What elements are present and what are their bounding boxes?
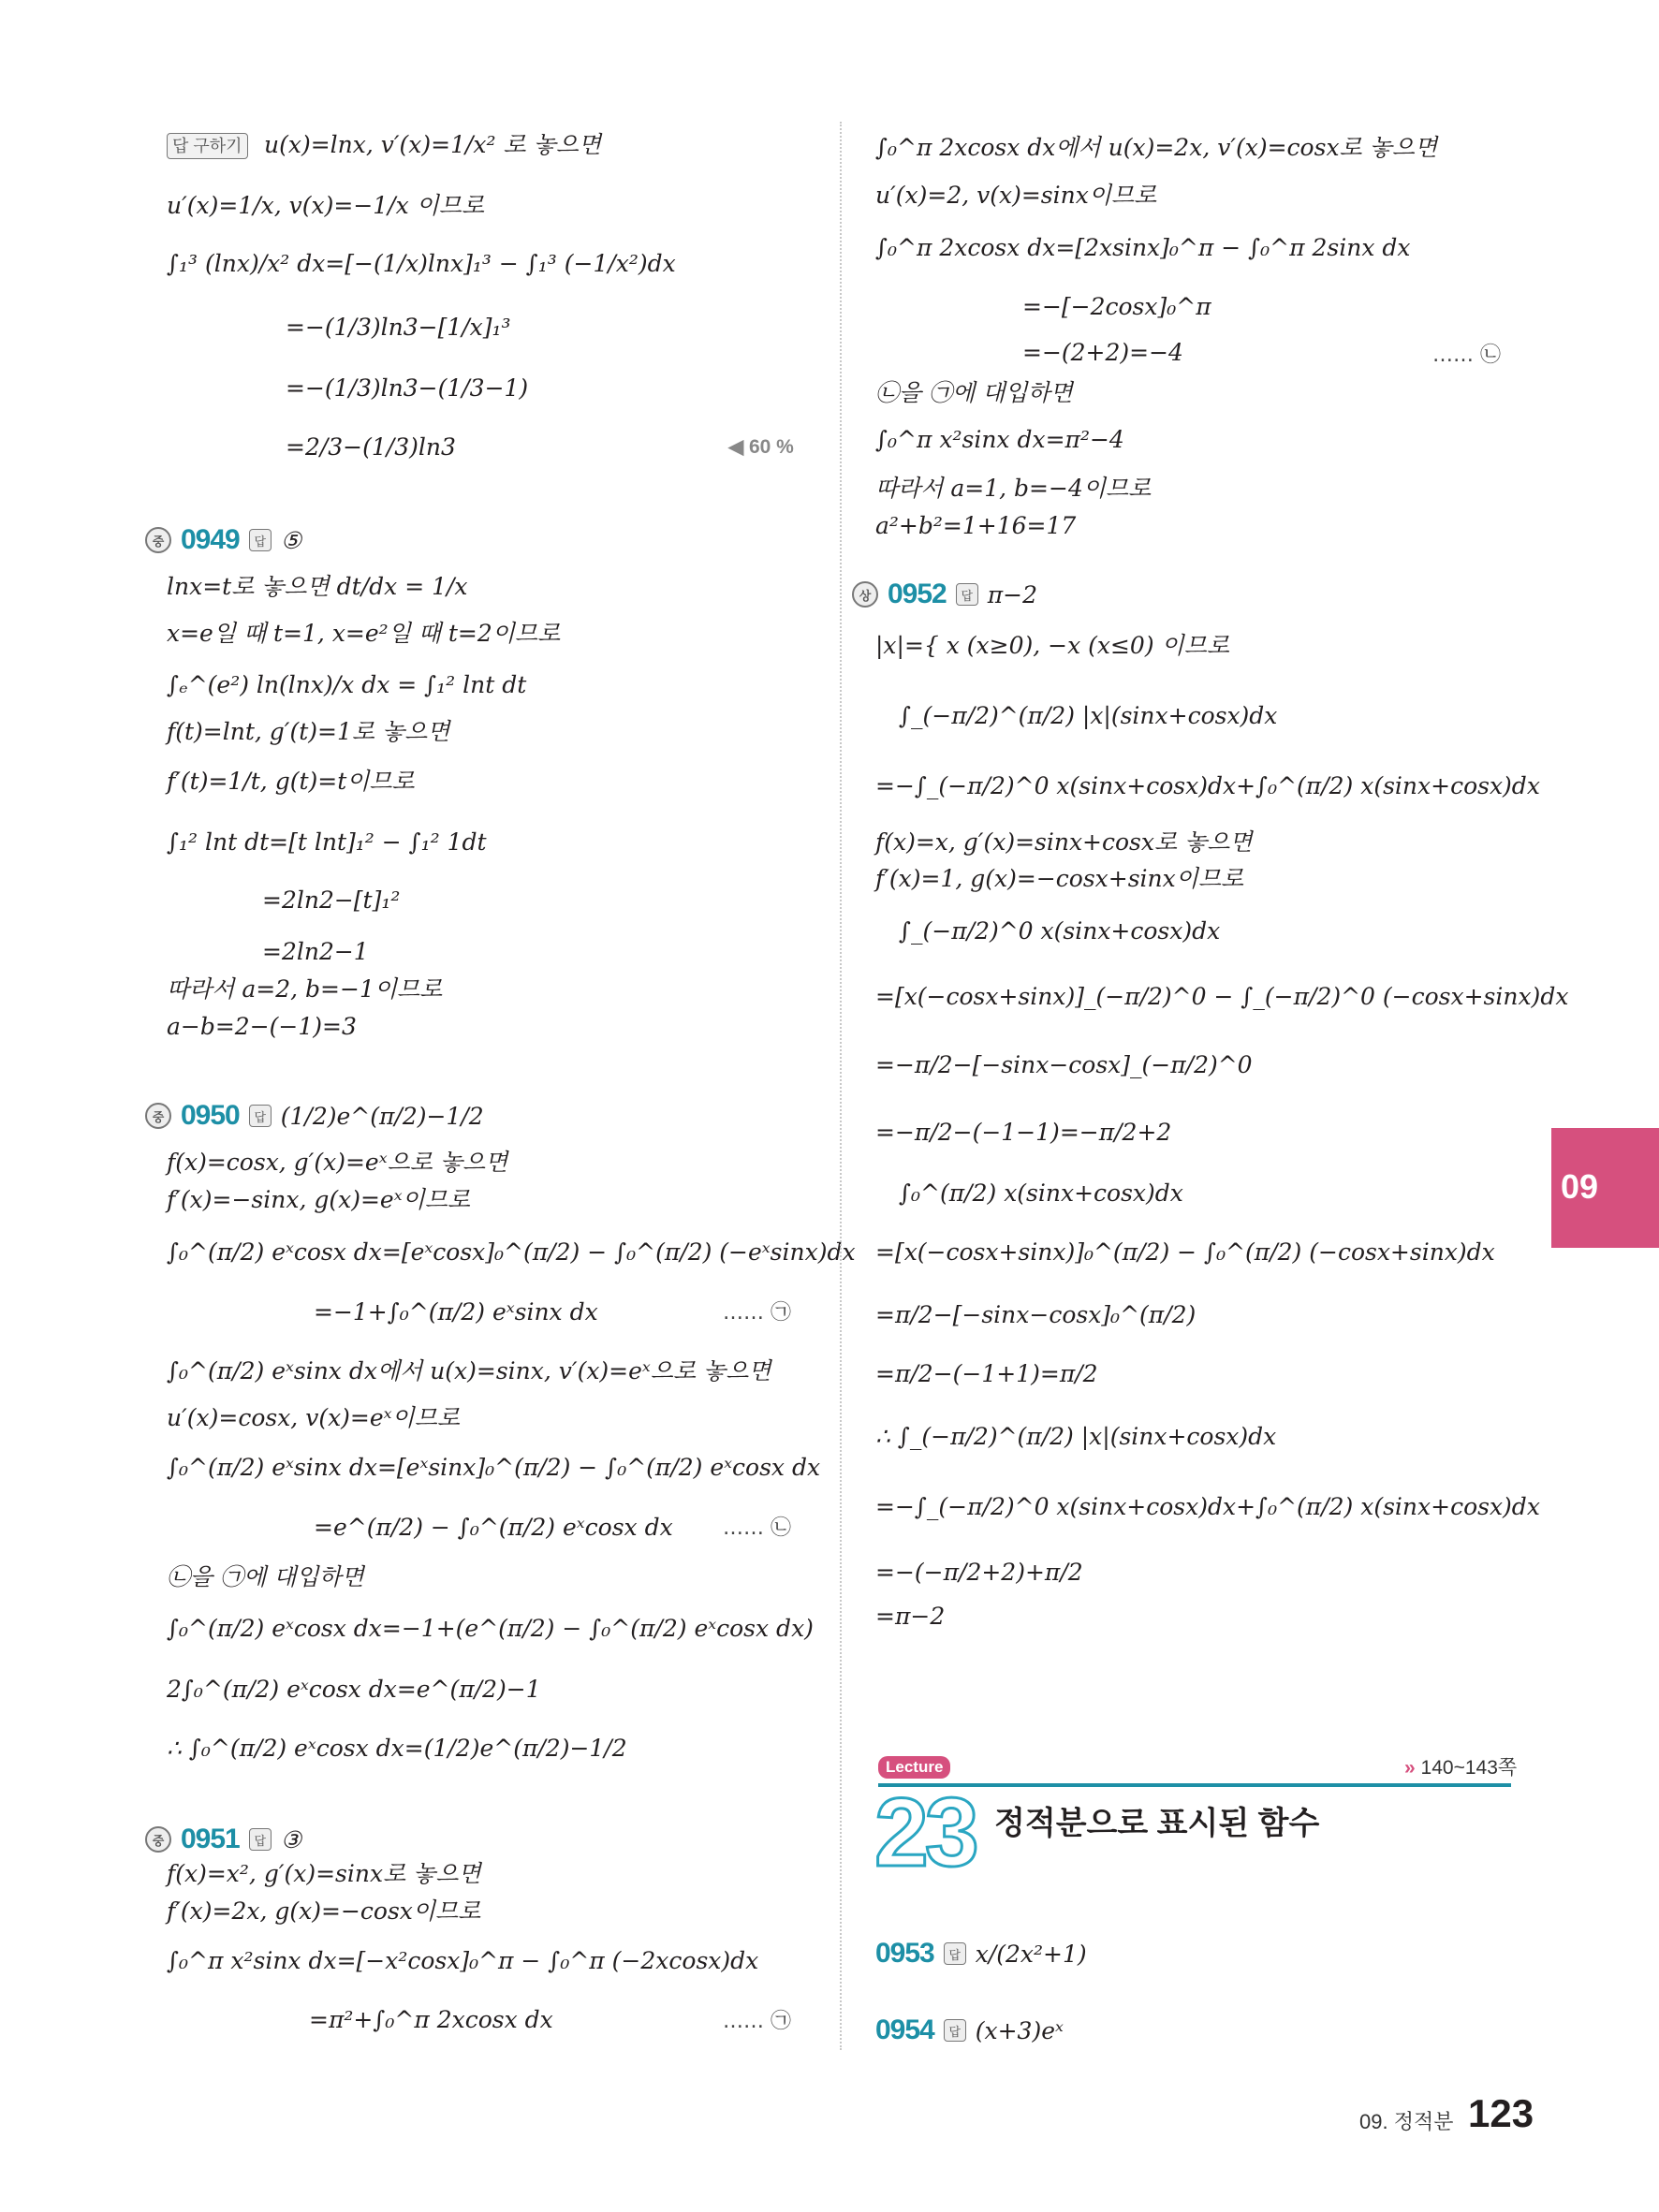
- double-chevron-icon: »: [1404, 1757, 1416, 1779]
- problem-header-0951: [145, 1824, 301, 1855]
- solution-line: ∫₀^(π/2) eˣsinx dx=[eˣsinx]₀^(π/2) − ∫₀^(π/2) eˣcosx dx: [167, 1454, 821, 1481]
- solution-line: f′(x)=−sinx, g(x)=eˣ이므로: [167, 1186, 471, 1213]
- problem-number: 0950: [181, 1100, 240, 1131]
- solution-line: =[x(−cosx+sinx)]₀^(π/2) − ∫₀^(π/2) (−cosx+sinx)dx: [875, 1238, 1495, 1266]
- solution-line: 따라서 a=2, b=−1이므로: [167, 975, 443, 1003]
- solution-line: =e^(π/2) − ∫₀^(π/2) eˣcosx dx: [314, 1514, 673, 1541]
- solution-line: ∫_(−π/2)^0 x(sinx+cosx)dx: [899, 917, 1221, 945]
- solution-line: f(t)=lnt, g′(t)=1로 놓으면: [167, 718, 450, 745]
- lecture-page-ref: » 140~143쪽: [1404, 1757, 1518, 1779]
- equation-marker: …… ㉠: [723, 2010, 791, 2033]
- equation-marker: …… ㉡: [723, 1516, 791, 1540]
- solution-line: f(x)=x², g′(x)=sinx로 놓으면: [167, 1860, 481, 1887]
- solution-line: 2∫₀^(π/2) eˣcosx dx=e^(π/2)−1: [167, 1676, 541, 1703]
- equation-marker: …… ㉠: [723, 1301, 791, 1325]
- problem-header-0954: [875, 2014, 1064, 2046]
- solution-line: =2ln2−1: [262, 938, 369, 965]
- answer-icon: 답: [944, 1942, 966, 1965]
- correct-rate: ◀ 60 %: [728, 436, 794, 458]
- answer-value: π−2: [987, 580, 1038, 608]
- problem-header-0952: [852, 579, 1037, 610]
- solution-line: ㉡을 ㉠에 대입하면: [875, 379, 1073, 406]
- answer-icon: 답: [249, 1105, 272, 1127]
- lecture-number: 23: [874, 1779, 976, 1887]
- solution-line: =−1+∫₀^(π/2) eˣsinx dx: [314, 1298, 598, 1326]
- solution-line: =−∫_(−π/2)^0 x(sinx+cosx)dx+∫₀^(π/2) x(sinx+cosx)dx: [875, 1493, 1540, 1520]
- answer-value: ③: [280, 1825, 302, 1853]
- solution-line: ∫₀^π 2xcosx dx=[2xsinx]₀^π − ∫₀^π 2sinx dx: [875, 234, 1411, 261]
- page-number: 123: [1468, 2091, 1534, 2135]
- solution-line: u′(x)=2, v(x)=sinx이므로: [875, 182, 1157, 209]
- difficulty-badge: 중: [145, 1826, 171, 1853]
- problem-header-0949: [145, 524, 301, 556]
- solution-line: ∫₀^π 2xcosx dx에서 u(x)=2x, v′(x)=cosx로 놓으면: [875, 134, 1438, 161]
- solution-line: ∫₀^π x²sinx dx=π²−4: [875, 426, 1124, 453]
- solution-line: ∫₀^(π/2) x(sinx+cosx)dx: [899, 1179, 1183, 1207]
- solution-line: f′(x)=1, g(x)=−cosx+sinx이므로: [875, 865, 1244, 892]
- solution-line: ∫₁² lnt dt=[t lnt]₁² − ∫₁² 1dt: [167, 828, 487, 856]
- answer-value: ⑤: [280, 526, 302, 554]
- problem-header-0953: [875, 1938, 1087, 1970]
- solution-line: f′(t)=1/t, g(t)=t이므로: [167, 768, 415, 795]
- solution-line: ∫ₑ^(e²) ln(lnx)/x dx = ∫₁² lnt dt: [167, 671, 527, 698]
- difficulty-badge: 상: [852, 581, 878, 608]
- chapter-tab-label: 09: [1561, 1167, 1599, 1206]
- lecture-badge: Lecture: [878, 1756, 950, 1779]
- solution-line: ∴ ∫₀^(π/2) eˣcosx dx=(1/2)e^(π/2)−1/2: [167, 1735, 627, 1762]
- solution-line: lnx=t로 놓으면 dt/dx = 1/x: [167, 573, 468, 600]
- intro-line: =−(1/3)ln3−(1/3−1): [286, 374, 529, 402]
- solution-line: =π/2−[−sinx−cosx]₀^(π/2): [875, 1301, 1197, 1328]
- solution-line: =2ln2−[t]₁²: [262, 886, 401, 914]
- answer-value: (1/2)e^(π/2)−1/2: [280, 1102, 484, 1130]
- solution-line: f(x)=cosx, g′(x)=eˣ으로 놓으면: [167, 1149, 508, 1176]
- answer-value: (x+3)eˣ: [975, 2016, 1064, 2044]
- intro-line: u′(x)=1/x, v(x)=−1/x 이므로: [167, 192, 485, 219]
- chapter-tab: [1551, 1128, 1659, 1248]
- answer-icon: 답: [956, 583, 978, 606]
- intro-line: u(x)=lnx, v′(x)=1/x² 로 놓으면: [264, 131, 602, 158]
- answer-icon: 답: [249, 1828, 272, 1851]
- equation-marker: …… ㉡: [1432, 344, 1501, 367]
- solution-line: =[x(−cosx+sinx)]_(−π/2)^0 − ∫_(−π/2)^0 (−cosx+sinx)dx: [875, 983, 1569, 1010]
- difficulty-badge: 중: [145, 527, 171, 553]
- problem-number: 0954: [875, 2014, 934, 2045]
- solution-line: a−b=2−(−1)=3: [167, 1013, 357, 1040]
- solution-line: =−(−π/2+2)+π/2: [875, 1559, 1083, 1586]
- solution-line: =π−2: [875, 1603, 946, 1630]
- problem-number: 0949: [181, 524, 240, 555]
- problem-header-0950: [145, 1100, 484, 1132]
- solution-line: f(x)=x, g′(x)=sinx+cosx로 놓으면: [875, 828, 1253, 856]
- solution-line: =π/2−(−1+1)=π/2: [875, 1360, 1098, 1387]
- problem-number: 0952: [888, 579, 947, 609]
- solution-line: x=e일 때 t=1, x=e²일 때 t=2이므로: [167, 620, 561, 647]
- answer-value: x/(2x²+1): [975, 1940, 1087, 1968]
- solution-line: u′(x)=cosx, v(x)=eˣ이므로: [167, 1404, 461, 1431]
- difficulty-badge: 중: [145, 1103, 171, 1129]
- solution-line: =−∫_(−π/2)^0 x(sinx+cosx)dx+∫₀^(π/2) x(sinx+cosx)dx: [875, 772, 1540, 799]
- solution-line: ∫₀^π x²sinx dx=[−x²cosx]₀^π − ∫₀^π (−2xcosx)dx: [167, 1947, 759, 1974]
- solution-line: ∫_(−π/2)^(π/2) |x|(sinx+cosx)dx: [899, 702, 1278, 729]
- solution-line: ㉡을 ㉠에 대입하면: [167, 1563, 364, 1590]
- answer-icon: 답: [249, 529, 272, 551]
- solution-line: ∫₀^(π/2) eˣcosx dx=−1+(e^(π/2) − ∫₀^(π/2) eˣcosx dx): [167, 1615, 814, 1642]
- solution-line: 따라서 a=1, b=−4이므로: [875, 475, 1152, 502]
- solution-line: ∫₀^(π/2) eˣsinx dx에서 u(x)=sinx, v′(x)=eˣ으로 놓으면: [167, 1357, 771, 1384]
- solution-line: ∴ ∫_(−π/2)^(π/2) |x|(sinx+cosx)dx: [875, 1423, 1277, 1450]
- intro-line: =−(1/3)ln3−[1/x]₁³: [286, 314, 511, 341]
- intro-line: =2/3−(1/3)ln3: [286, 433, 456, 461]
- answer-icon: 답: [944, 2019, 966, 2042]
- solution-line: =−π/2−[−sinx−cosx]_(−π/2)^0: [875, 1051, 1253, 1078]
- lecture-title: 정적분으로 표시된 함수: [994, 1806, 1320, 1841]
- footer-chapter: 09. 정적분: [1359, 2110, 1454, 2133]
- answer-label: 답 구하기: [167, 133, 248, 159]
- solution-line: =−(2+2)=−4: [1022, 339, 1183, 366]
- solution-line: a²+b²=1+16=17: [875, 512, 1077, 539]
- solution-line: f′(x)=2x, g(x)=−cosx이므로: [167, 1897, 481, 1925]
- intro-line: ∫₁³ (lnx)/x² dx=[−(1/x)lnx]₁³ − ∫₁³ (−1/x²)dx: [167, 250, 676, 277]
- solution-line: =−π/2−(−1−1)=−π/2+2: [875, 1119, 1172, 1146]
- problem-number: 0953: [875, 1938, 934, 1969]
- solution-line: =−[−2cosx]₀^π: [1022, 293, 1211, 320]
- solution-line: |x|={ x (x≥0), −x (x≤0) 이므로: [875, 632, 1229, 659]
- problem-number: 0951: [181, 1824, 240, 1854]
- column-divider: [840, 122, 842, 2050]
- solution-line: ∫₀^(π/2) eˣcosx dx=[eˣcosx]₀^(π/2) − ∫₀^(π/2) (−eˣsinx)dx: [167, 1238, 856, 1266]
- solution-line: =π²+∫₀^π 2xcosx dx: [309, 2006, 553, 2033]
